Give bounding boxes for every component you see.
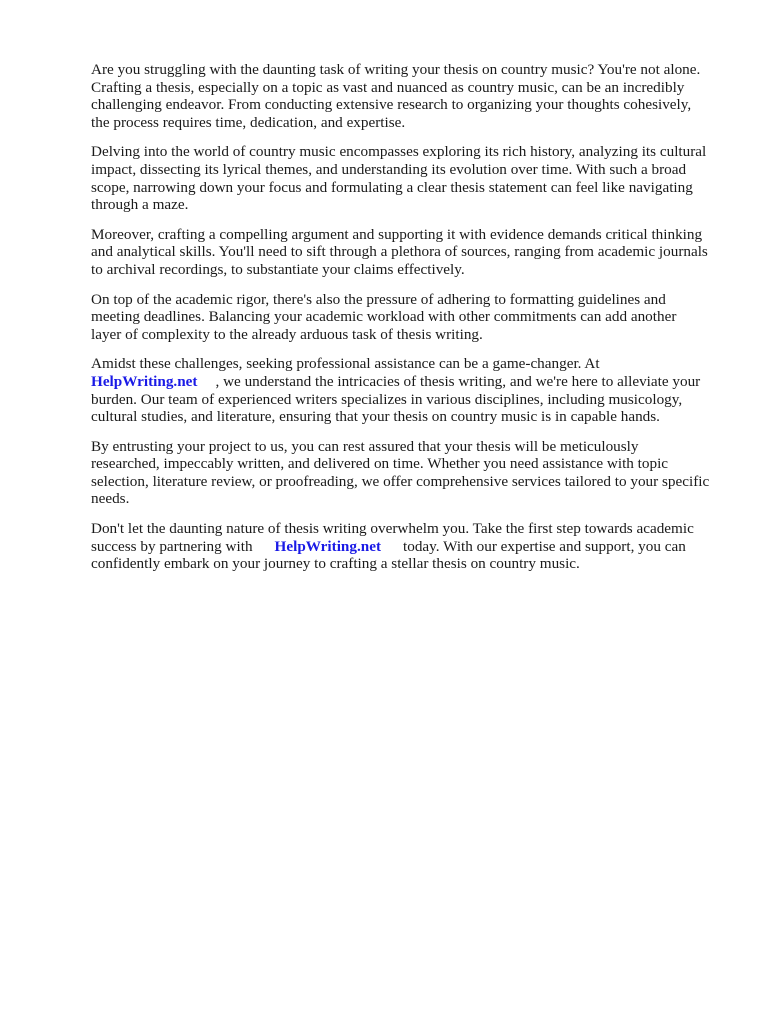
paragraph-country-music-scope — [91, 143, 731, 213]
paragraph-argument — [91, 226, 731, 279]
text-fragment: success by partnering with — [91, 537, 253, 555]
text-line: cultural studies, and literature, ensuring that your thesis on country music is in capable hands. — [91, 408, 660, 426]
text-line: Crafting a thesis, especially on a topic as vast and nuanced as country music, can be an incredibly — [91, 78, 685, 96]
text-line: scope, narrowing down your focus and formulating a clear thesis statement can feel like navigating — [91, 178, 693, 196]
paragraph-call-to-action — [91, 520, 731, 573]
text-line: By entrusting your project to us, you can rest assured that your thesis will be meticulously — [91, 437, 639, 455]
text-line: confidently embark on your journey to crafting a stellar thesis on country music. — [91, 555, 580, 573]
paragraph-formatting — [91, 291, 731, 344]
text-line: impact, dissecting its lyrical themes, and understanding its evolution over time. With such a broad — [91, 160, 687, 178]
text-fragment: , we understand the intricacies of thesis writing, and we're here to alleviate your — [215, 372, 701, 390]
text-line: the process requires time, dedication, and expertise. — [91, 113, 406, 131]
text-line — [91, 538, 731, 556]
text-line: burden. Our team of experienced writers specializes in various disciplines, including musicology, — [91, 390, 683, 408]
text-line: Moreover, crafting a compelling argument and supporting it with evidence demands critical thinking — [91, 225, 703, 243]
helpwriting-link[interactable]: HelpWriting.net — [274, 537, 382, 555]
paragraph-intro — [91, 61, 731, 131]
text-line: needs. — [91, 490, 130, 508]
text-line: meeting deadlines. Balancing your academic workload with other commitments can add another — [91, 308, 677, 326]
text-line: Amidst these challenges, seeking professional assistance can be a game-changer. At — [91, 355, 600, 373]
text-line: to archival recordings, to substantiate your claims effectively. — [91, 260, 465, 278]
text-line: and analytical skills. You'll need to sift through a plethora of sources, ranging from academic journals — [91, 243, 708, 261]
text-line: challenging endeavor. From conducting extensive research to organizing your thoughts cohesively, — [91, 96, 692, 114]
text-line: through a maze. — [91, 196, 189, 214]
text-line: Are you struggling with the daunting task of writing your thesis on country music? You're not alone. — [91, 61, 701, 78]
text-line: layer of complexity to the already arduous task of thesis writing. — [91, 325, 483, 343]
text-line: researched, impeccably written, and delivered on time. Whether you need assistance with topic — [91, 455, 669, 473]
document-body — [91, 61, 731, 585]
text-fragment: today. With our expertise and support, you can — [403, 537, 686, 555]
paragraph-assistance — [91, 355, 731, 425]
text-line — [91, 373, 731, 391]
text-line: On top of the academic rigor, there's also the pressure of adhering to formatting guidelines and — [91, 290, 666, 308]
paragraph-entrusting — [91, 438, 731, 508]
text-line: Don't let the daunting nature of thesis writing overwhelm you. Take the first step towards academic — [91, 520, 694, 538]
text-line: Delving into the world of country music encompasses exploring its rich history, analyzing its cultural — [91, 143, 707, 161]
helpwriting-link[interactable]: HelpWriting.net — [91, 372, 198, 390]
text-line: selection, literature review, or proofreading, we offer comprehensive services tailored to your specific — [91, 472, 710, 490]
